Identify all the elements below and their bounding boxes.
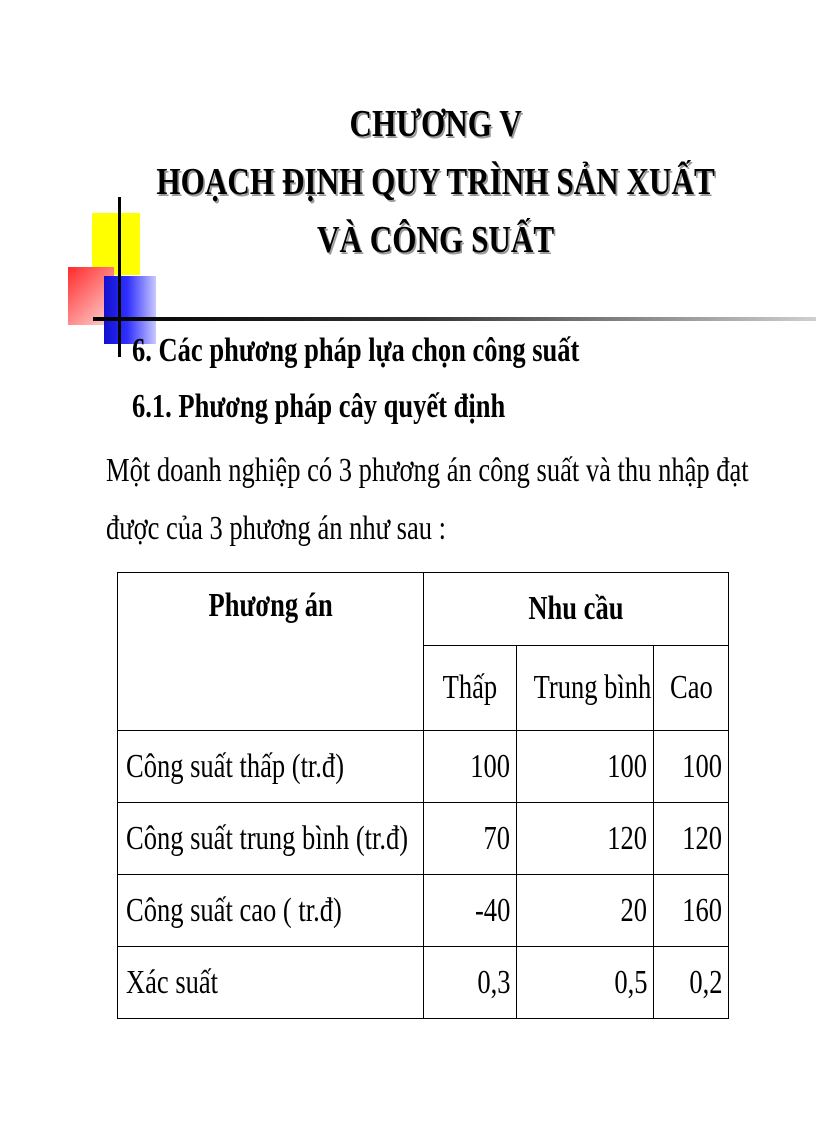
- intro-line-1: Một doanh nghiệp có 3 phương án công suất và thu nhập đạt: [106, 452, 749, 489]
- header-demand-medium: Trung bình: [517, 646, 654, 731]
- title-line-topic-cont: VÀ CÔNG SUẤT: [316, 219, 555, 261]
- table-cell: 20: [517, 875, 654, 947]
- header-demand: Nhu cầu: [424, 573, 729, 646]
- table-row: [118, 731, 729, 803]
- intro-line-2: được của 3 phương án như sau :: [106, 510, 446, 547]
- row-label: Xác suất: [118, 947, 424, 1019]
- section-heading: 6. Các phương pháp lựa chọn công suất: [132, 332, 580, 369]
- table-cell: 70: [424, 803, 517, 875]
- slide-title: [78, 95, 747, 269]
- subsection-heading: 6.1. Phương pháp cây quyết định: [132, 388, 506, 425]
- table-cell: 0,5: [517, 947, 654, 1019]
- table-cell: 0,3: [424, 947, 517, 1019]
- header-demand-low: Thấp: [424, 646, 517, 731]
- table-cell: 0,2: [654, 947, 729, 1019]
- table-header-row: [118, 573, 729, 646]
- table-cell: 100: [517, 731, 654, 803]
- table-row: [118, 875, 729, 947]
- title-line-chapter: CHƯƠNG V: [349, 103, 522, 145]
- table-cell: 100: [654, 731, 729, 803]
- header-demand-high: Cao: [654, 646, 729, 731]
- row-label: Công suất thấp (tr.đ): [118, 731, 424, 803]
- table-cell: 120: [517, 803, 654, 875]
- capacity-table: [117, 572, 729, 1019]
- table-cell: 120: [654, 803, 729, 875]
- table-cell: 160: [654, 875, 729, 947]
- table-row: [118, 947, 729, 1019]
- row-label: Công suất cao ( tr.đ): [118, 875, 424, 947]
- row-label: Công suất trung bình (tr.đ): [118, 803, 424, 875]
- table-row: [118, 803, 729, 875]
- title-line-topic: HOẠCH ĐỊNH QUY TRÌNH SẢN XUẤT: [156, 161, 715, 203]
- decor-horizontal-rule: [93, 317, 816, 321]
- table-cell: 100: [424, 731, 517, 803]
- table-cell: -40: [424, 875, 517, 947]
- header-option: Phương án: [118, 573, 424, 731]
